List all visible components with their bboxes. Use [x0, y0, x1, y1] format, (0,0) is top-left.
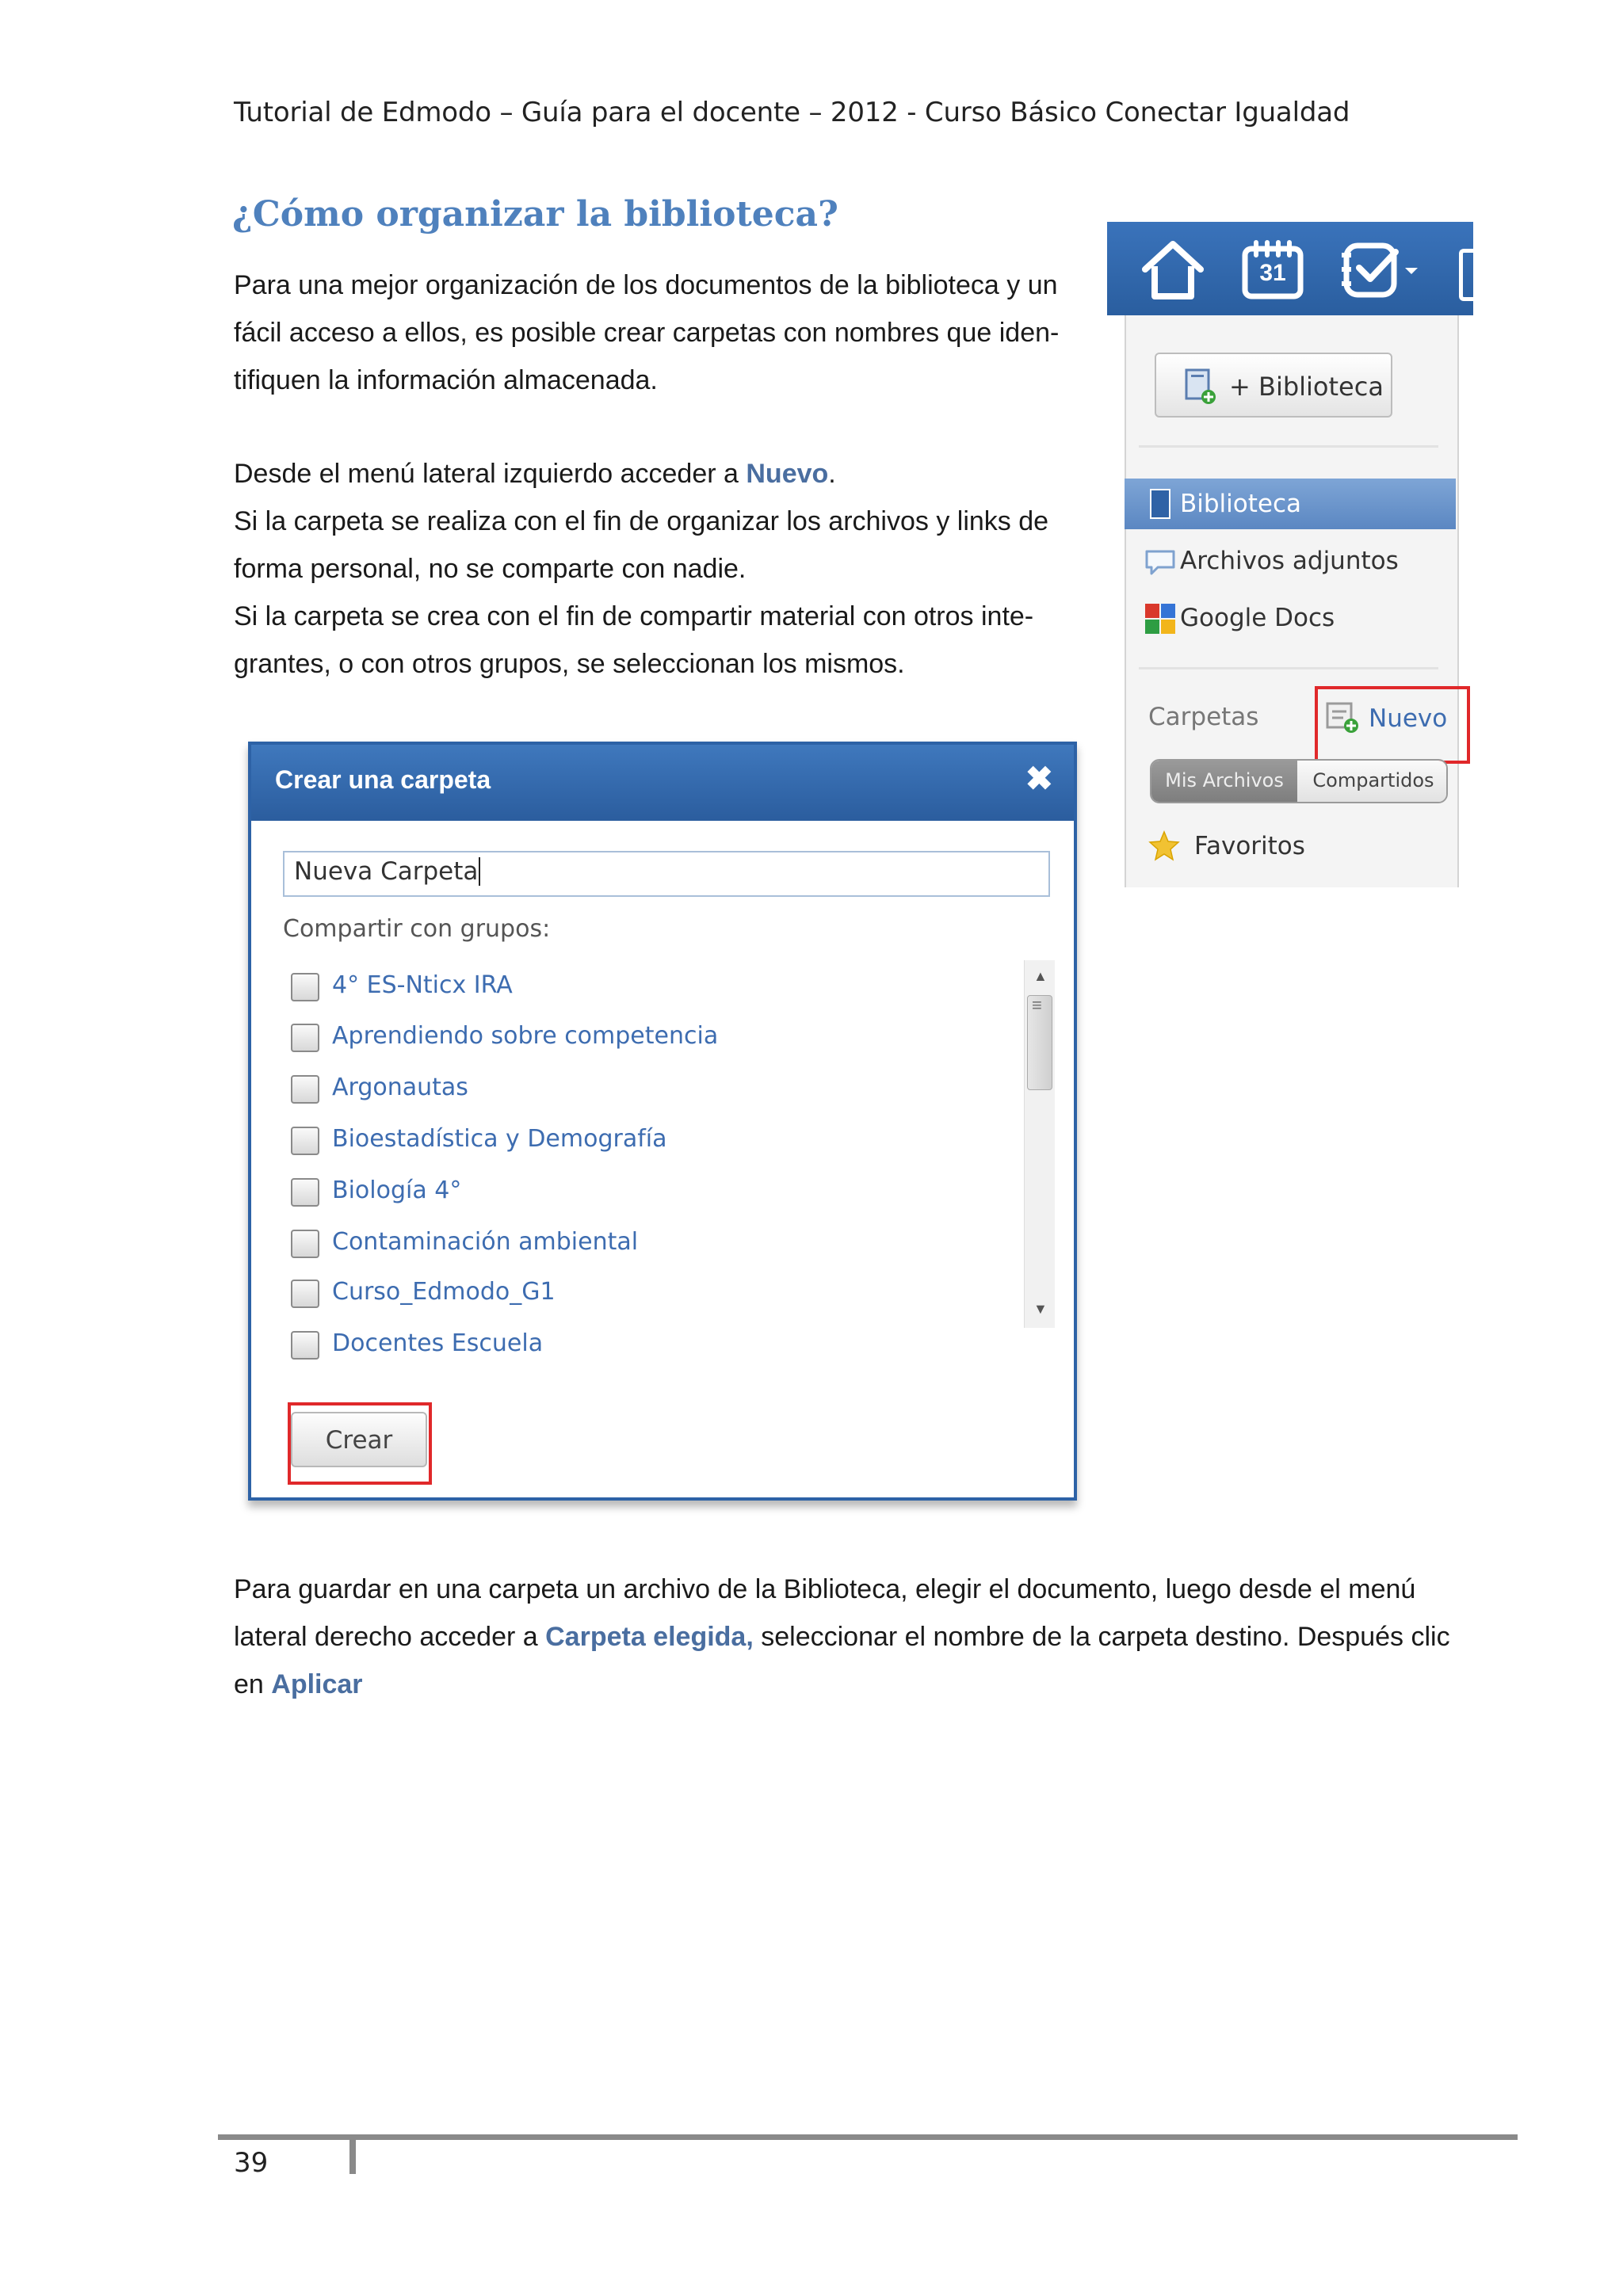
group-checkbox[interactable]: [291, 1178, 319, 1207]
grip-icon: ≡: [1032, 995, 1042, 1015]
google-docs-icon: [1144, 602, 1178, 637]
intro-paragraph: [234, 261, 1090, 404]
page-header: Tutorial de Edmodo – Guía para el docente – 2012 - Curso Básico Conectar Igualdad: [234, 97, 1350, 128]
dialog-header: [251, 745, 1074, 821]
scroll-down-icon[interactable]: ▼: [1033, 1301, 1048, 1317]
steps-line: Si la carpeta se realiza con el fin de organizar los archivos y links de: [234, 506, 1049, 536]
closing-paragraph: [234, 1566, 1502, 1708]
home-icon[interactable]: [1140, 238, 1205, 301]
page-number: 39: [234, 2147, 269, 2179]
new-folder-link[interactable]: Nuevo: [1369, 704, 1448, 733]
dialog-title: Crear una carpeta: [275, 765, 491, 794]
group-label: Argonautas: [332, 1074, 468, 1101]
group-label: Docentes Escuela: [332, 1329, 544, 1357]
keyword-nuevo: Nuevo: [746, 459, 829, 489]
steps-line: Desde el menú lateral izquierdo acceder a Nuevo.: [234, 459, 836, 489]
group-checkbox[interactable]: [291, 1127, 319, 1155]
folders-label: Carpetas: [1148, 703, 1259, 731]
sidebar-screenshot: [1107, 222, 1473, 887]
closing-line: Para guardar en una carpeta un archivo de la Biblioteca, elegir el documento, luego desde el menú: [234, 1574, 1416, 1604]
steps-line: Si la carpeta se crea con el fin de compartir material con otros inte-: [234, 601, 1034, 631]
folder-name-input[interactable]: [283, 851, 1050, 897]
group-checkbox[interactable]: [291, 1024, 319, 1052]
divider: [1139, 667, 1438, 669]
group-checkbox[interactable]: [291, 973, 319, 1001]
create-folder-dialog: [248, 742, 1077, 1501]
highlight-new-box: [1315, 686, 1470, 764]
keyword-carpeta-elegida: Carpeta elegida,: [545, 1622, 754, 1652]
sidebar-item-label: Archivos adjuntos: [1180, 547, 1399, 575]
folder-tabs: [1150, 759, 1448, 803]
steps-line: grantes, o con otros grupos, se seleccionan los mismos.: [234, 649, 905, 679]
group-label: Curso_Edmodo_G1: [332, 1278, 556, 1306]
groups-list: [283, 960, 1050, 1357]
group-label: Aprendiendo sobre competencia: [332, 1022, 719, 1050]
group-checkbox[interactable]: [291, 1331, 319, 1360]
sidebar-item-label: Google Docs: [1180, 604, 1335, 632]
calendar-day: 31: [1259, 260, 1286, 286]
scroll-up-icon[interactable]: ▲: [1033, 968, 1048, 984]
library-icon: [1148, 488, 1172, 520]
assignment-icon[interactable]: [1338, 238, 1426, 301]
section-title: ¿Cómo organizar la biblioteca?: [232, 194, 838, 235]
sidebar-item-favoritos[interactable]: Favoritos: [1194, 832, 1305, 860]
top-nav-bar: [1107, 222, 1473, 315]
add-library-button[interactable]: [1155, 353, 1392, 418]
group-checkbox[interactable]: [291, 1075, 319, 1104]
closing-line: en Aplicar: [234, 1669, 363, 1699]
group-label: Contaminación ambiental: [332, 1228, 639, 1256]
list-scrollbar[interactable]: [1024, 960, 1055, 1328]
add-library-icon: [1183, 368, 1218, 405]
share-label: Compartir con grupos:: [283, 915, 551, 943]
text-caret: [479, 857, 480, 886]
footer-rule: [218, 2134, 1518, 2140]
group-checkbox[interactable]: [291, 1280, 319, 1308]
create-button[interactable]: Crear: [291, 1412, 427, 1467]
footer-tick: [349, 2134, 356, 2174]
sidebar-item-biblioteca[interactable]: [1125, 479, 1456, 529]
group-label: Bioestadística y Demografía: [332, 1125, 667, 1153]
keyword-aplicar: Aplicar: [271, 1669, 363, 1699]
steps-paragraph: [234, 450, 1090, 688]
close-icon[interactable]: ✖: [1025, 760, 1053, 797]
intro-line: Para una mejor organización de los documentos de la biblioteca y un: [234, 270, 1058, 300]
tab-shared[interactable]: Compartidos: [1297, 761, 1448, 803]
intro-line: fácil acceso a ellos, es posible crear carpetas con nombres que iden-: [234, 318, 1060, 348]
star-icon: [1148, 830, 1180, 862]
tab-my-files[interactable]: Mis Archivos: [1151, 761, 1297, 803]
intro-line: tifiquen la información almacenada.: [234, 365, 658, 395]
group-label: 4° ES-Nticx IRA: [332, 971, 513, 999]
sidebar-item-archivos-adjuntos[interactable]: [1125, 536, 1456, 586]
group-label: Biología 4°: [332, 1177, 462, 1204]
group-checkbox[interactable]: [291, 1230, 319, 1258]
attachments-icon: [1144, 548, 1177, 577]
sidebar-item-google-docs[interactable]: [1125, 593, 1456, 643]
closing-line: lateral derecho acceder a Carpeta elegida, seleccionar el nombre de la carpeta destino. Después clic: [234, 1622, 1450, 1652]
add-library-label: + Biblioteca: [1229, 372, 1384, 402]
folder-name-value: Nueva Carpeta: [294, 857, 479, 886]
steps-line: forma personal, no se comparte con nadie.: [234, 554, 747, 584]
highlight-create-box: [288, 1402, 432, 1485]
partial-icon: [1459, 249, 1473, 301]
divider: [1139, 445, 1438, 448]
sidebar-item-label: Biblioteca: [1180, 490, 1302, 518]
